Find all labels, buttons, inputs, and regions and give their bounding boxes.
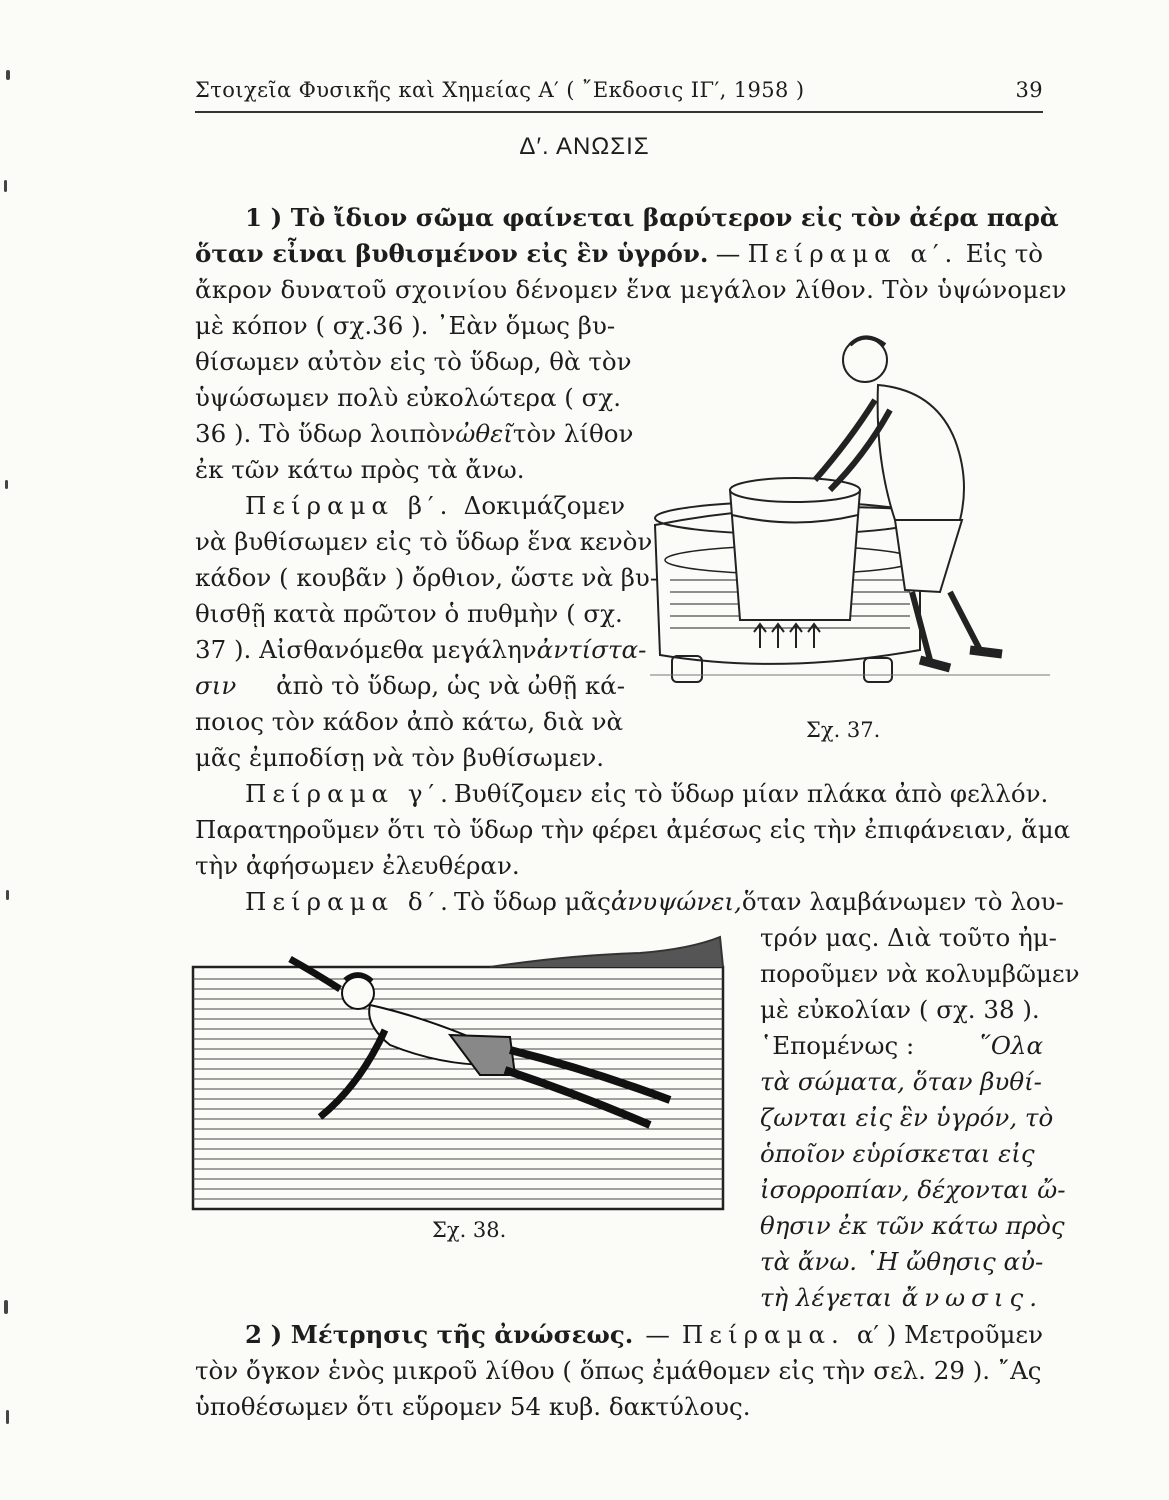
para2-line4-text: θισθῇ κατὰ πρῶτον ὁ πυθμὴν ( σχ.	[195, 599, 623, 628]
para2-line8: μᾶς ἐμποδίσῃ νὰ τὸν βυθίσωμεν.	[195, 743, 605, 772]
shoreline	[490, 937, 723, 967]
swimmer-leg-lower	[505, 1070, 650, 1125]
para3-line1-rest: Βυθίζομεν εἰς τὸ ὕδωρ μίαν πλάκα ἀπὸ φελλόν.	[453, 779, 1049, 808]
experiment-c-label: Πείραμα γ′.	[245, 779, 454, 808]
para1-heading-end: ὅταν εἶναι βυθισμένον εἰς ἓν ὑγρόν.	[195, 239, 709, 268]
para1-line4	[195, 311, 625, 341]
figure-38-caption: Σχ. 38.	[432, 1218, 507, 1242]
swimmer-arm-down	[320, 1030, 385, 1117]
swimmer-figure	[290, 959, 670, 1125]
para4-r6-text: ζωνται εἰς ἓν ὑγρόν, τὸ	[760, 1103, 1054, 1132]
para1-line5-text: θίσωμεν αὐτὸν εἰς τὸ ὕδωρ, θὰ τὸν	[195, 347, 632, 376]
para1-line2-rest: Εἰς τὸ	[965, 239, 1043, 268]
margin-speck	[4, 180, 7, 192]
para3-line2: Παρατηροῦμεν ὅτι τὸ ὕδωρ τὴν φέρει ἀμέσως εἰς τὴν ἐπιφάνειαν, ἅμα	[195, 815, 1071, 844]
para1-line2	[195, 239, 1043, 269]
para5-line1-rest: α′ ) Μετροῦμεν	[856, 1320, 1043, 1349]
para3-line1	[195, 779, 1049, 809]
para4-r4	[760, 1031, 1043, 1061]
para4-r7-text: ὁποῖον εὑρίσκεται εἰς	[760, 1139, 1035, 1168]
para4-r1	[760, 923, 1057, 953]
para5-line1	[195, 1320, 1043, 1350]
para2-line7-text: ποιος τὸν κάδον ἀπὸ κάτω, διὰ νὰ	[195, 707, 624, 736]
figure-38-swimmer	[190, 925, 730, 1215]
para1-dash: —	[715, 239, 741, 268]
head-rule	[195, 111, 1043, 113]
para1-line3: ἄκρον δυνατοῦ σχοινίου δένομεν ἕνα μεγάλον λίθον. Τὸν ὑψώνομεν	[195, 275, 1067, 304]
para4-r5-text: τὰ σώματα, ὅταν βυθί-	[760, 1067, 1042, 1096]
para4-line1-b: ὅταν λαμβάνωμεν τὸ λου-	[741, 887, 1064, 916]
para4-line1-italic: ἀνυψώνει,	[610, 887, 742, 916]
para5-heading: 2 ) Μέτρησις τῆς ἀνώσεως.	[245, 1320, 634, 1349]
para1-line7-italic: ὠθεῖ	[455, 419, 513, 448]
para4-r3	[760, 995, 1043, 1025]
margin-speck	[6, 1410, 9, 1424]
para4-line1-a: Τὸ ὕδωρ μᾶς	[453, 887, 611, 916]
para1-line7-b: τὸν λίθον	[512, 419, 634, 448]
para4-r2	[760, 959, 1080, 989]
swimmer-arm-forward	[290, 959, 340, 989]
margin-speck	[5, 480, 8, 489]
margin-speck	[6, 70, 10, 80]
para1-line7	[195, 419, 634, 449]
para2-line4	[195, 599, 625, 629]
para2-line5-a: 37 ). Αἰσθανόμεθα μεγάλην	[195, 635, 537, 664]
para2-line1	[195, 491, 625, 521]
para4-r6	[760, 1103, 1054, 1133]
experiment-a-label: Πείραμα α′.	[747, 239, 959, 268]
para5-line3: ὑποθέσωμεν ὅτι εὕρομεν 54 κυβ. δακτύλους.	[195, 1392, 751, 1421]
para2-line2-text: νὰ βυθίσωμεν εἰς τὸ ὕδωρ ἕνα κενὸν	[195, 527, 653, 556]
para4-r11	[760, 1283, 1043, 1313]
boy-legs	[912, 592, 980, 660]
para4-r10	[760, 1247, 1043, 1277]
para2-line1-rest: Δοκιμάζομεν	[463, 491, 625, 520]
bucket-body	[730, 490, 860, 620]
para5-dash: —	[645, 1320, 670, 1349]
para2-line6	[195, 671, 625, 701]
para4-r1-text: τρόν μας. Διὰ τοῦτο ἠμ-	[760, 923, 1057, 952]
para4-r8	[760, 1175, 1066, 1205]
figure-37-boy-bucket	[650, 330, 1050, 710]
para5-line2: τὸν ὄγκον ἑνὸς μικροῦ λίθου ( ὅπως ἐμάθομεν εἰς τὴν σελ. 29 ). ῎Ας	[195, 1356, 1042, 1385]
margin-speck	[4, 1300, 8, 1314]
running-head	[195, 68, 1043, 102]
para2-line2	[195, 527, 653, 557]
para4-r7	[760, 1139, 1043, 1169]
para1-line5	[195, 347, 632, 377]
para4-r9-text: θησιν ἐκ τῶν κάτω πρὸς	[760, 1211, 1065, 1240]
para4-r3-text: μὲ εὐκολίαν ( σχ. 38 ).	[760, 995, 1040, 1024]
para4-r5	[760, 1067, 1043, 1097]
para1-line6	[195, 383, 625, 413]
boy-shoes	[920, 650, 1002, 668]
para2-line7	[195, 707, 625, 737]
term-anosis: ἄνωσις.	[901, 1283, 1043, 1312]
para4-line1	[195, 887, 1064, 917]
figure-37-caption: Σχ. 37.	[806, 718, 881, 742]
para1-heading-text: 1 ) Τὸ ἴδιον σῶμα φαίνεται βαρύτερον εἰς τὸν ἀέρα παρὰ	[245, 203, 1059, 232]
section-title: Δ′. ΑΝΩΣΙΣ	[519, 133, 650, 160]
para2-line3-text: κάδον ( κουβᾶν ) ὄρθιον, ὥστε νὰ βυ-	[195, 563, 659, 592]
para4-r10-text: τὰ ἄνω. ῾Η ὤθησις αὐ-	[760, 1247, 1044, 1276]
para4-r8-text: ἰσορροπίαν, δέχονται ὤ-	[760, 1175, 1066, 1204]
para1-line7-a: 36 ). Τὸ ὕδωρ λοιπὸν	[195, 419, 456, 448]
experiment-b-label: Πείραμα β′.	[245, 491, 454, 520]
para1-line4-text: μὲ κόπον ( σχ.36 ). ᾿Εὰν ὅμως βυ-	[195, 311, 616, 340]
para2-line3	[195, 563, 659, 593]
boy-head	[843, 338, 887, 382]
experiment-d-label: Πείραμα δ′.	[245, 887, 454, 916]
para1-line1	[195, 203, 1059, 233]
para2-line5-italic: ἀντίστα-	[536, 635, 647, 664]
para1-line6-text: ὑψώσωμεν πολὺ εὐκολώτερα ( σχ.	[195, 383, 621, 412]
tub-wheel-right	[864, 658, 892, 682]
para2-line6-rest: ἀπὸ τὸ ὕδωρ, ὡς νὰ ὠθῇ κά-	[276, 671, 625, 700]
margin-speck	[6, 890, 9, 900]
para4-r2-text: ποροῦμεν νὰ κολυμβῶμεν	[760, 959, 1080, 988]
para3-line3: τὴν ἀφήσωμεν ἐλευθέραν.	[195, 851, 520, 880]
page-number: 39	[1015, 78, 1043, 102]
boy-arm-left	[815, 400, 875, 480]
experiment-label: Πείραμα.	[681, 1320, 845, 1349]
para1-line8: ἐκ τῶν κάτω πρὸς τὰ ἄνω.	[195, 455, 525, 484]
para4-r9	[760, 1211, 1065, 1241]
boy-torso	[878, 385, 964, 520]
para4-r4-a: ῾Επομένως :	[760, 1031, 915, 1060]
para2-line5	[195, 635, 647, 665]
para2-line6-italic: σιν	[195, 671, 237, 700]
boy-shorts	[895, 520, 962, 592]
running-head-title: Στοιχεῖα Φυσικῆς καὶ Χημείας Α′ ( ῎Εκδοσις ΙΓ′, 1958 )	[195, 78, 805, 102]
para4-r11-a: τὴ λέγεται	[760, 1283, 893, 1312]
para4-r4-italic: ῞Ολα	[978, 1031, 1043, 1060]
swimmer-leg-upper	[510, 1050, 670, 1100]
